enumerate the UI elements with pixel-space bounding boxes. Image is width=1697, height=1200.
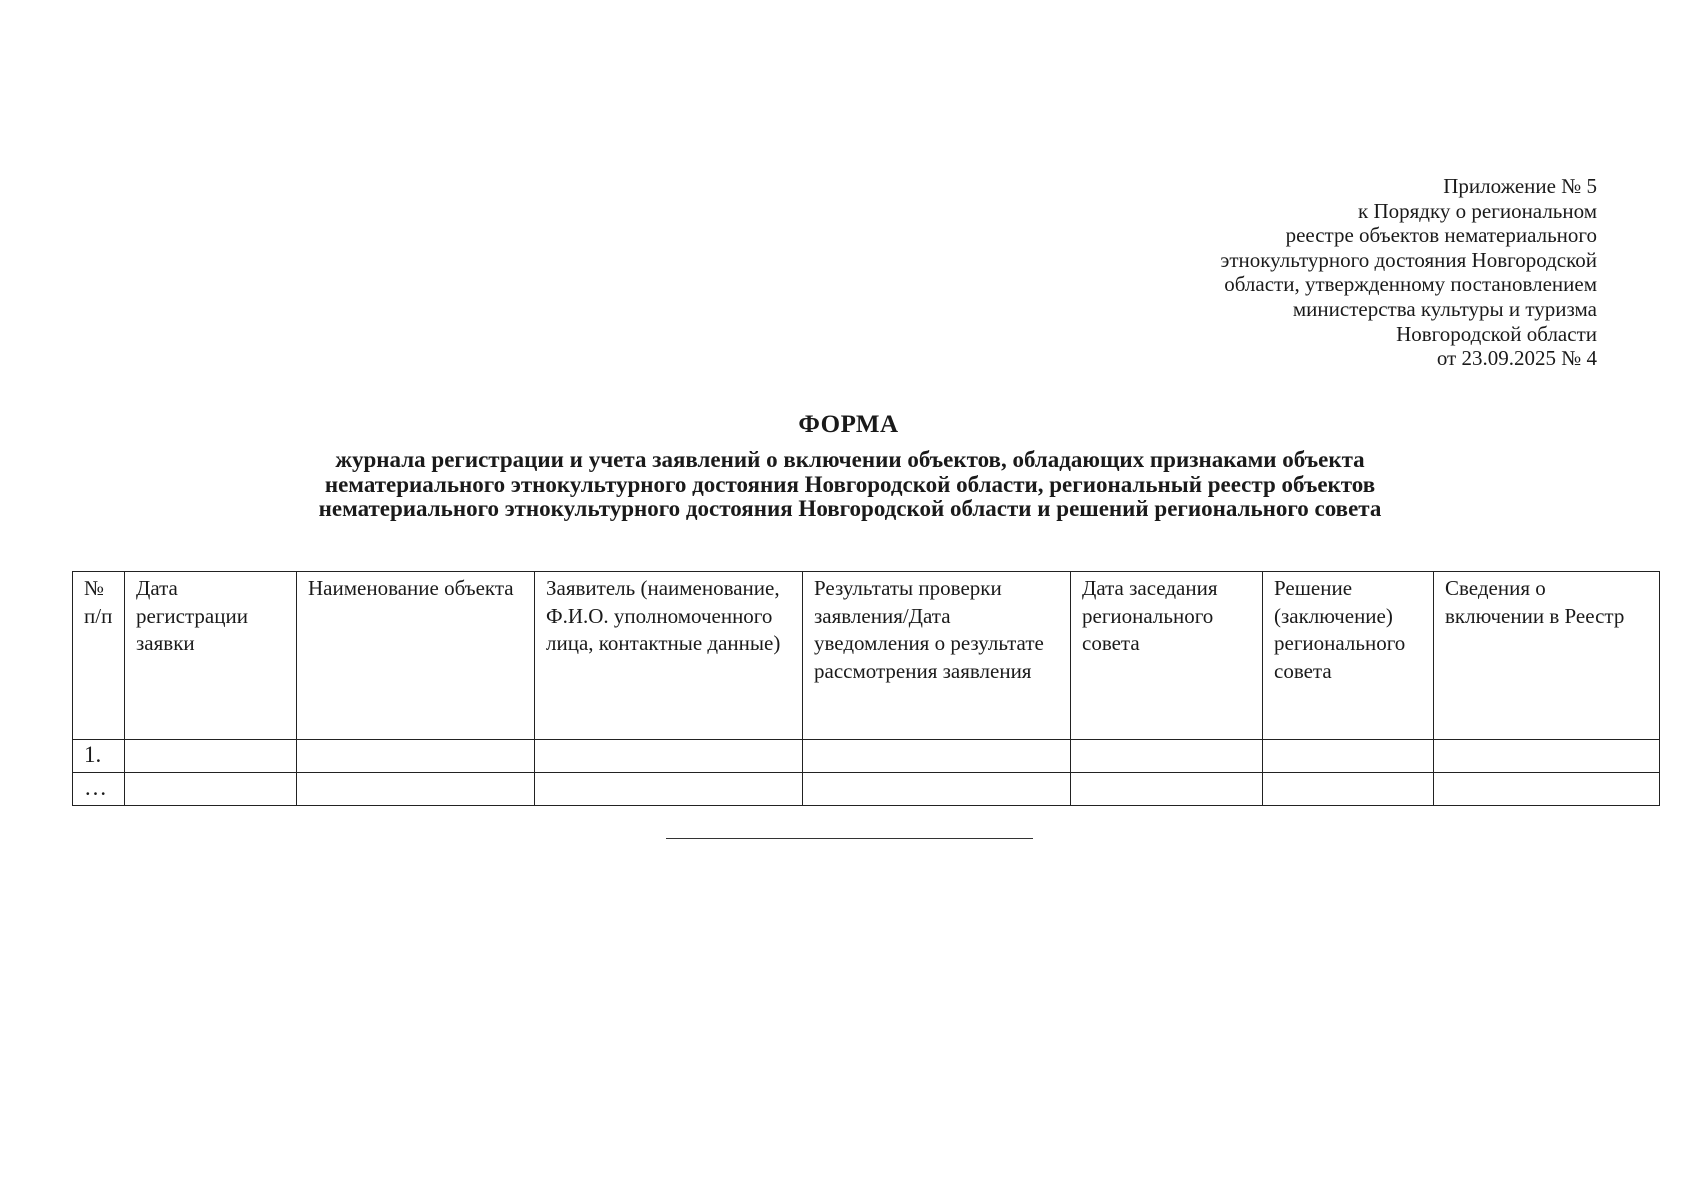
header-cell-decision: Решение (заключение) регионального совета [1263, 572, 1434, 740]
header-cell-meeting-date: Дата заседания регионального совета [1071, 572, 1263, 740]
appendix-line: от 23.09.2025 № 4 [1436, 346, 1597, 371]
journal-table [72, 571, 1660, 806]
form-subtitle-line: нематериального этнокультурного достояния Новгородской области, региональный реестр объектов [324, 471, 1376, 497]
appendix-line: реестре объектов нематериального [1285, 223, 1597, 248]
table-row [73, 740, 1660, 773]
table-cell [1263, 773, 1434, 806]
table-cell [1071, 740, 1263, 773]
table-cell [535, 773, 803, 806]
table-cell [803, 740, 1071, 773]
appendix-line: Приложение № 5 [1443, 174, 1597, 198]
table-cell [535, 740, 803, 773]
table-cell [1263, 740, 1434, 773]
table-cell [803, 773, 1071, 806]
table-cell: 1. [73, 740, 125, 773]
header-cell-object-name: Наименование объекта [297, 572, 535, 740]
table-cell [297, 773, 535, 806]
table-cell [125, 773, 297, 806]
table-header-row [73, 572, 1660, 740]
appendix-line: этнокультурного достояния Новгородской [1220, 247, 1597, 272]
table-cell: … [73, 773, 125, 806]
closing-rule-line [666, 838, 1033, 839]
form-subtitle [120, 448, 1580, 522]
header-cell-applicant: Заявитель (наименование, Ф.И.О. уполномоченного лица, контактные данные) [535, 572, 803, 740]
table-cell [1434, 740, 1660, 773]
table-cell [125, 740, 297, 773]
table-cell [297, 740, 535, 773]
appendix-line: министерства культуры и туризма [1292, 296, 1597, 321]
table-cell [1434, 773, 1660, 806]
table-row [73, 773, 1660, 806]
form-subtitle-line: нематериального этнокультурного достояния Новгородской области и решений регионального совета [318, 496, 1382, 521]
appendix-line: к Порядку о региональном [1358, 198, 1597, 223]
appendix-line: Новгородской области [1396, 321, 1597, 346]
form-title: ФОРМА [798, 411, 899, 438]
header-cell-number: № п/п [73, 572, 125, 740]
header-cell-registry-info: Сведения о включении в Реестр [1434, 572, 1660, 740]
form-subtitle-line: журнала регистрации и учета заявлений о включении объектов, обладающих признаками объекта [335, 447, 1365, 472]
header-cell-registration-date: Дата регистрации заявки [125, 572, 297, 740]
appendix-line: области, утвержденному постановлением [1224, 272, 1597, 297]
header-cell-check-results: Результаты проверки заявления/Дата уведомления о результате рассмотрения заявления [803, 572, 1071, 740]
table-cell [1071, 773, 1263, 806]
appendix-block [1077, 174, 1597, 371]
